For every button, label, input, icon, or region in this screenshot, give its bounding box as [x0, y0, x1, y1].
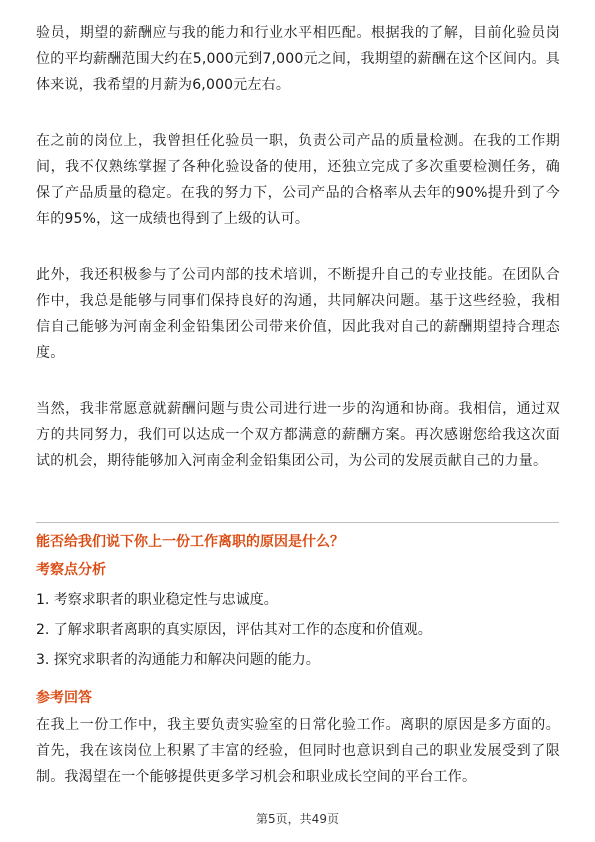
- answer-body: [36, 20, 560, 474]
- question-section: [36, 530, 560, 790]
- section-divider: [36, 522, 559, 523]
- analysis-point: 2. 了解求职者离职的真实原因，评估其对工作的态度和价值观。: [36, 622, 432, 638]
- analysis-point: 1. 考察求职者的职业稳定性与忠诚度。: [36, 592, 278, 608]
- paragraph-gap: [36, 232, 560, 262]
- body-paragraph: 当然，我非常愿意就薪酬问题与贵公司进行进一步的沟通和协商。我相信，通过双方的共同努力，我们可以达成一个双方都满意的薪酬方案。再次感谢您给我这次面试的机会，期待能够加入河南金利金铅集团公司，为公司的发展贡献自己的力量。: [36, 401, 560, 469]
- reference-heading: 参考回答: [36, 690, 92, 706]
- analysis-point: 3. 探究求职者的沟通能力和解决问题的能力。: [36, 652, 320, 668]
- body-paragraph: 验员，期望的薪酬应与我的能力和行业水平相匹配。根据我的了解，目前化验员岗位的平均薪酬范围大约在5,000元到7,000元之间，我期望的薪酬在这个区间内。具体来说，我希望的月薪为6,000元左右。: [36, 25, 560, 93]
- paragraph-gap: [36, 98, 560, 128]
- body-paragraph: 此外，我还积极参与了公司内部的技术培训，不断提升自己的专业技能。在团队合作中，我总是能够与同事们保持良好的沟通，共同解决问题。基于这些经验，我相信自己能够为河南金利金铅集团公司带来价值，因此我对自己的薪酬期望持合理态度。: [36, 267, 560, 361]
- analysis-heading: 考察点分析: [36, 562, 106, 578]
- paragraph-gap: [36, 366, 560, 396]
- page-number: 第5页，共49页: [256, 812, 339, 826]
- body-paragraph: 在之前的岗位上，我曾担任化验员一职，负责公司产品的质量检测。在我的工作期间，我不仅熟练掌握了各种化验设备的使用，还独立完成了多次重要检测任务，确保了产品质量的稳定。在我的努力下，公司产品的合格率从去年的90%提升到了今年的95%，这一成绩也得到了上级的认可。: [36, 133, 560, 227]
- question-title: 能否给我们说下你上一份工作离职的原因是什么？: [36, 534, 344, 550]
- reference-answer: 在我上一份工作中，我主要负责实验室的日常化验工作。离职的原因是多方面的。首先，我在该岗位上积累了丰富的经验，但同时也意识到自己的职业发展受到了限制。我渴望在一个能够提供更多学习机会和职业成长空间的平台工作。: [36, 717, 560, 785]
